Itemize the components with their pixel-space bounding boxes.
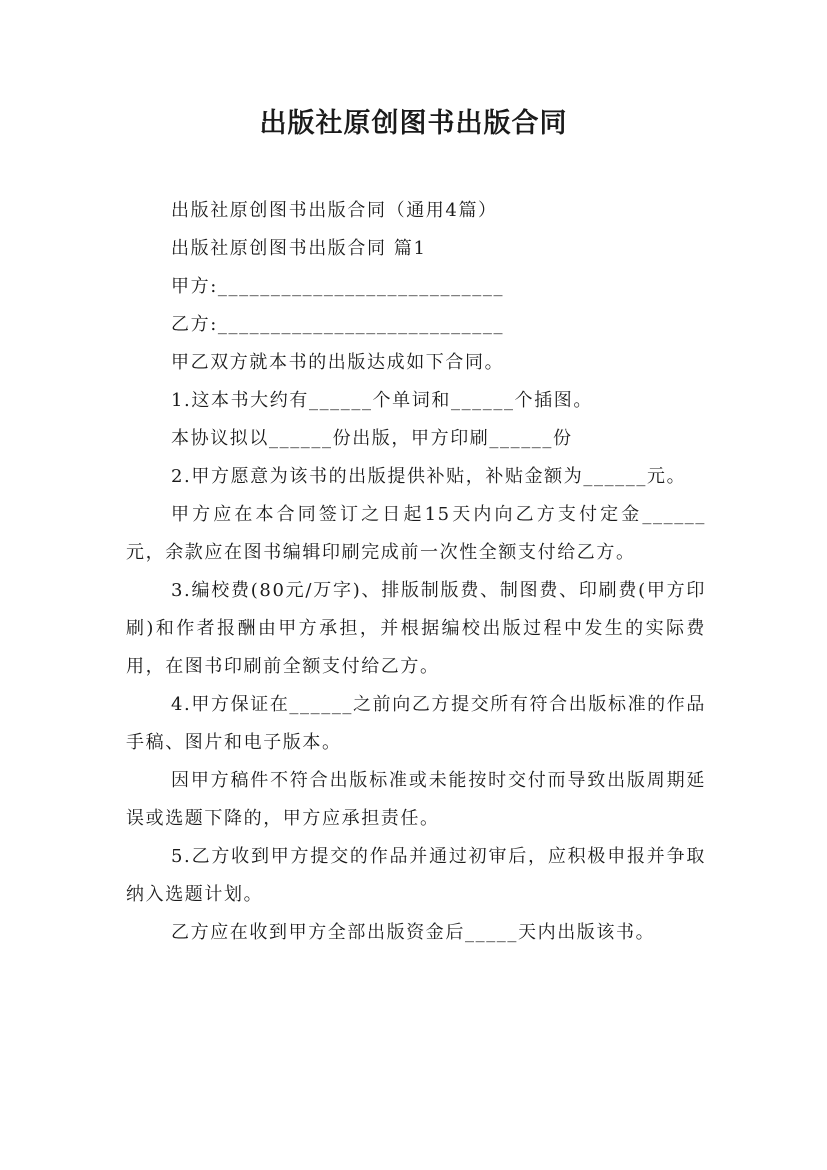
paragraph-clause-2-deposit: 甲方应在本合同签订之日起15天内向乙方支付定金______元，余款应在图书编辑印刷完成前一次性全额支付给乙方。 <box>126 504 706 563</box>
paragraph-clause-5-deadline: 乙方应在收到甲方全部出版资金后_____天内出版该书。 <box>171 922 656 943</box>
paragraph-party-b: 乙方:___________________________ <box>171 314 505 335</box>
paragraph-clause-2: 2.甲方愿意为该书的出版提供补贴，补贴金额为______元。 <box>171 466 687 487</box>
paragraph-agreement-intro: 甲乙双方就本书的出版达成如下合同。 <box>171 352 505 373</box>
paragraph-clause-3: 3.编校费(80元/万字)、排版制版费、制图费、印刷费(甲方印刷)和作者报酬由甲方承担，并根据编校出版过程中发生的实际费用，在图书印刷前全额支付给乙方。 <box>126 580 706 677</box>
paragraph-party-a: 甲方:___________________________ <box>171 276 505 297</box>
paragraph-clause-1-copies: 本协议拟以______份出版，甲方印刷______份 <box>171 428 573 449</box>
paragraph-clause-4: 4.甲方保证在______之前向乙方提交所有符合出版标准的作品手稿、图片和电子版本。 <box>126 694 706 753</box>
paragraph-clause-4-liability: 因甲方稿件不符合出版标准或未能按时交付而导致出版周期延误或选题下降的，甲方应承担责任。 <box>126 770 706 829</box>
paragraph-subtitle: 出版社原创图书出版合同（通用4篇） <box>171 200 498 221</box>
paragraph-clause-5: 5.乙方收到甲方提交的作品并通过初审后，应积极申报并争取纳入选题计划。 <box>126 846 706 905</box>
paragraph-section-heading: 出版社原创图书出版合同 篇1 <box>171 238 427 259</box>
paragraph-clause-1: 1.这本书大约有______个单词和______个插图。 <box>171 390 593 411</box>
document-body <box>126 192 706 952</box>
document-title: 出版社原创图书出版合同 <box>259 108 568 139</box>
